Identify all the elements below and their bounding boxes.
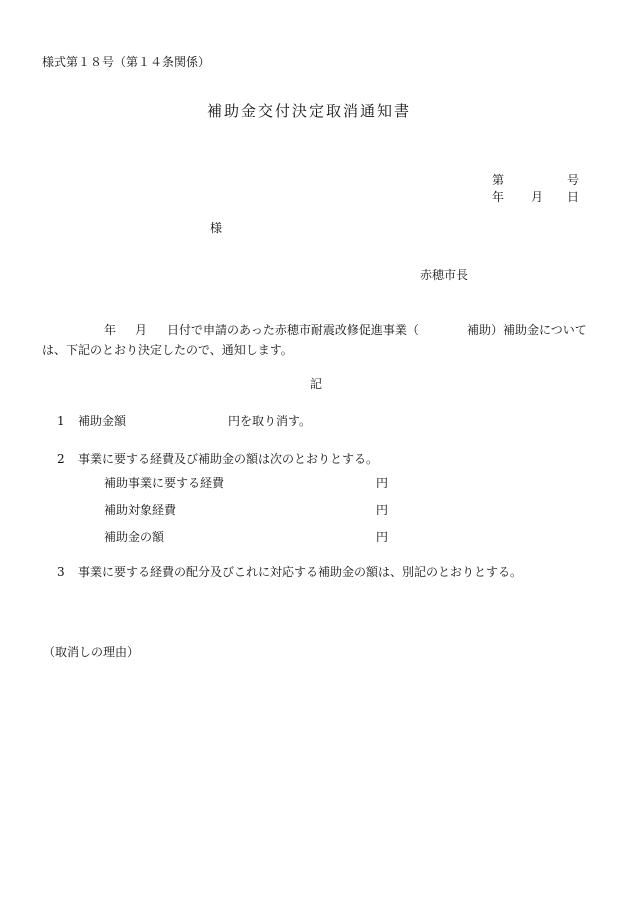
item2-text: 事業に要する経費及び補助金の額は次のとおりとする。 [78, 452, 379, 466]
item2-row-label: 補助金の額 [104, 530, 165, 544]
body-line1-tail: 補助）補助金について [467, 323, 587, 337]
item2-row-label: 補助事業に要する経費 [104, 476, 225, 490]
item1-number: 1 [57, 414, 65, 428]
item2-row-unit: 円 [376, 503, 389, 517]
reason-label: （取消しの理由） [43, 645, 140, 659]
item2-number: 2 [57, 452, 65, 466]
document-number-prefix: 第 [492, 173, 505, 187]
ki-heading: 記 [310, 377, 323, 391]
item2-row-label: 補助対象経費 [104, 503, 177, 517]
body-month-label: 月 [135, 323, 148, 337]
document-number-suffix: 号 [567, 173, 580, 187]
date-year-label: 年 [492, 190, 505, 204]
item2-row-unit: 円 [376, 476, 389, 490]
item1-tail: 円を取り消す。 [228, 414, 312, 428]
date-month-label: 月 [531, 190, 544, 204]
item2-row-unit: 円 [376, 530, 389, 544]
date-day-label: 日 [567, 190, 580, 204]
item1-label: 補助金額 [78, 414, 127, 428]
body-line2: は、下記のとおり決定したので、通知します。 [42, 343, 293, 357]
item3-text: 事業に要する経費の配分及びこれに対応する補助金の額は、別記のとおりとする。 [78, 565, 523, 579]
form-number: 様式第１８号（第１４条関係） [42, 55, 211, 69]
document-title: 補助金交付決定取消通知書 [207, 102, 412, 120]
issuer-name: 赤穂市長 [420, 268, 469, 282]
body-line1-text: 日付で申請のあった赤穂市耐震改修促進事業（ [167, 323, 419, 337]
item3-number: 3 [57, 565, 65, 579]
body-year-label: 年 [104, 323, 117, 337]
addressee-suffix: 様 [210, 221, 223, 235]
